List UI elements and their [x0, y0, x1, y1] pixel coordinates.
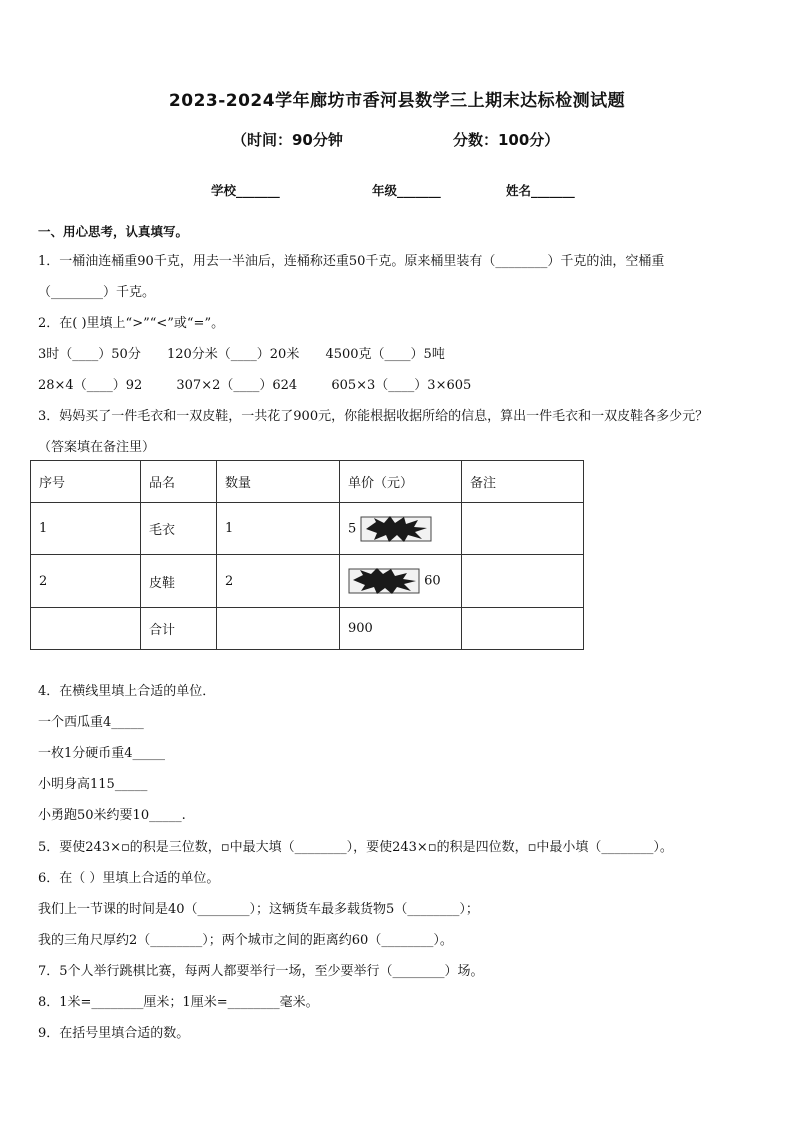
name-field[interactable]: 姓名_______	[506, 183, 575, 198]
row-number: 1	[31, 503, 141, 555]
row-number: 2	[31, 555, 141, 608]
compare-item: 4500克（____）5吨	[325, 347, 445, 362]
table-row	[31, 555, 584, 608]
question-4-item: 小明身高115_____	[38, 777, 148, 792]
price-visible-digits: 60	[424, 573, 441, 589]
receipt-table	[30, 460, 584, 650]
question-4-item: 一个西瓜重4_____	[38, 715, 144, 730]
item-name: 皮鞋	[141, 555, 217, 608]
score-label: 分数：100分）	[453, 131, 560, 149]
header-cell: 序号	[31, 461, 141, 503]
question-5: 5．要使243×▫的积是三位数，▫中最大填（________），要使243×▫的积是四位数，▫中最小填（________）。	[38, 840, 673, 855]
table-row	[31, 503, 584, 555]
question-4-item: 小勇跑50米约要10_____.	[38, 808, 186, 823]
question-4-item: 一枚1分硬币重4_____	[38, 746, 166, 761]
question-4-stem: 4．在横线里填上合适的单位．	[38, 684, 216, 699]
item-name: 合计	[141, 608, 217, 650]
question-8: 8．1米=________厘米；1厘米=________毫米。	[38, 995, 319, 1010]
grade-field[interactable]: 年级_______	[372, 183, 441, 198]
header-cell: 备注	[462, 461, 584, 503]
question-2-row-1	[38, 343, 467, 362]
item-quantity: 1	[217, 503, 340, 555]
unit-price	[340, 555, 462, 608]
ink-blot-icon	[360, 514, 432, 544]
table-header-row	[31, 461, 584, 503]
question-2-stem: 2．在( )里填上“>”“<”或“=”。	[38, 316, 225, 331]
school-field[interactable]: 学校_______	[211, 183, 280, 198]
row-number	[31, 608, 141, 650]
price-visible-digit: 5	[348, 521, 357, 536]
section-heading: 一、用心思考，认真填写。	[38, 224, 189, 239]
item-name: 毛衣	[141, 503, 217, 555]
table-total-row	[31, 608, 584, 650]
compare-item: 120分米（____）20米	[166, 347, 300, 362]
question-6-line-1: 我们上一节课的时间是40（________）；这辆货车最多载货物5（________）；	[38, 902, 479, 917]
page-title: 2023-2024学年廊坊市香河县数学三上期末达标检测试题	[168, 91, 626, 111]
question-9: 9．在括号里填合适的数。	[38, 1026, 190, 1041]
question-3-note: （答案填在备注里）	[38, 440, 156, 455]
remark-cell[interactable]	[462, 608, 584, 650]
compare-item: 605×3（____）3×605	[331, 378, 472, 393]
question-1-line-1: 1．一桶油连桶重90千克，用去一半油后，连桶称还重50千克。原来桶里装有（________）千克的油，空桶重	[38, 254, 665, 269]
question-2-row-2	[38, 374, 493, 393]
header-cell: 单价（元）	[340, 461, 462, 503]
question-7: 7．5个人举行跳棋比赛，每两人都要举行一场，至少要举行（________）场。	[38, 964, 484, 979]
question-3-stem: 3．妈妈买了一件毛衣和一双皮鞋，一共花了900元，你能根据收据所给的信息，算出一件毛衣和一双皮鞋各多少元？	[38, 409, 709, 424]
unit-price	[340, 503, 462, 555]
item-quantity	[217, 608, 340, 650]
header-cell: 数量	[217, 461, 340, 503]
header-cell: 品名	[141, 461, 217, 503]
compare-item: 28×4（____）92	[38, 378, 143, 393]
question-6-stem: 6．在（ ）里填上合适的单位。	[38, 871, 220, 886]
time-label: （时间：90分钟	[232, 131, 343, 149]
total-price: 900	[340, 608, 462, 650]
question-1-line-2: （________）千克。	[38, 285, 156, 300]
compare-item: 307×2（____）624	[176, 378, 298, 393]
compare-item: 3时（____）50分	[38, 347, 141, 362]
item-quantity: 2	[217, 555, 340, 608]
question-6-line-2: 我的三角尺厚约2（________）；两个城市之间的距离约60（________）。	[38, 933, 453, 948]
remark-cell[interactable]	[462, 555, 584, 608]
remark-cell[interactable]	[462, 503, 584, 555]
ink-blot-icon	[348, 566, 420, 596]
